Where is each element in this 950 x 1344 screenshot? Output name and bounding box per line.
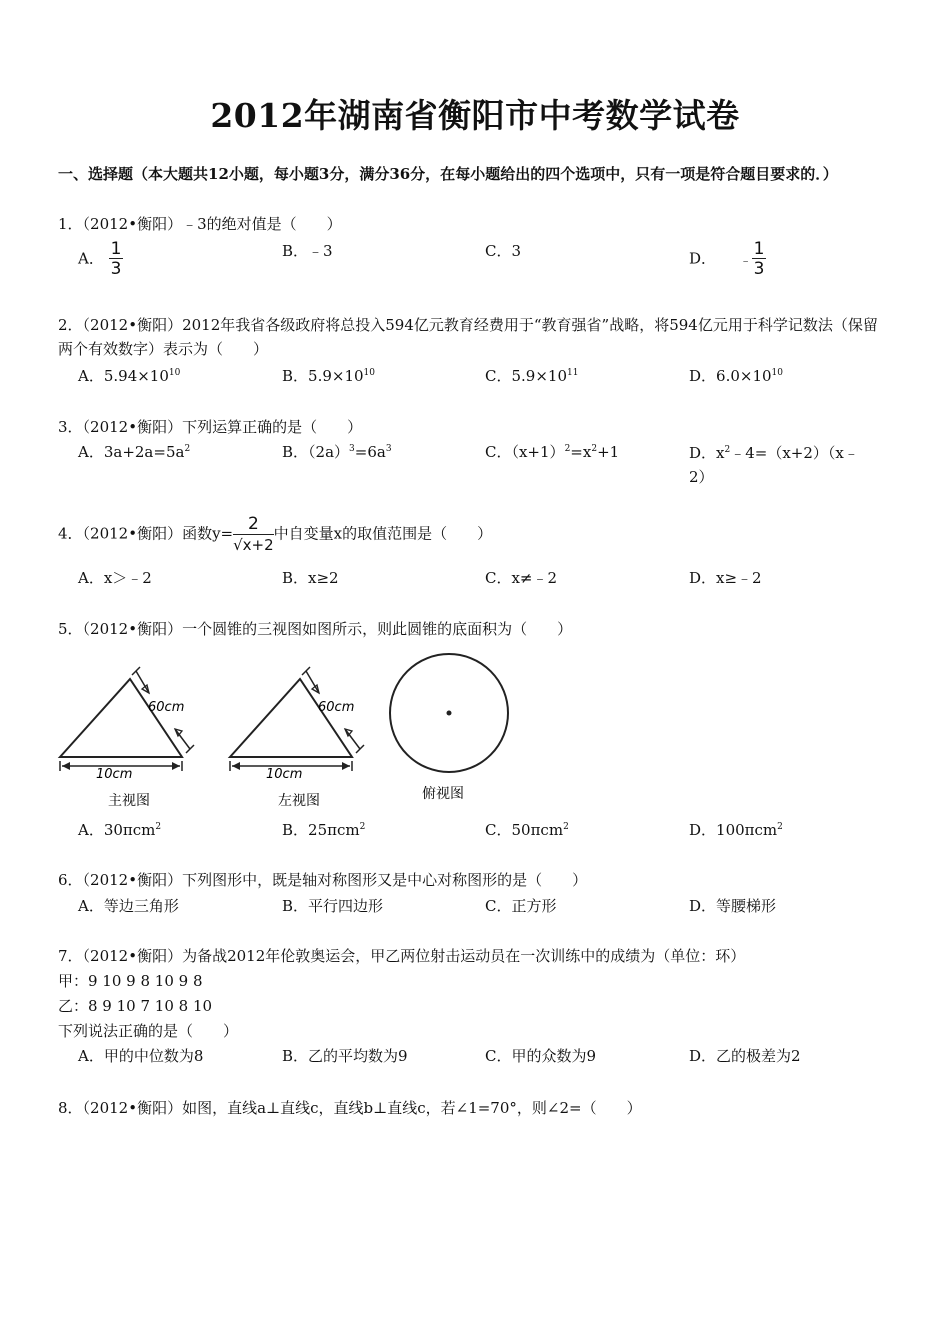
exponent: 10 xyxy=(363,368,375,378)
exponent: 2 xyxy=(563,822,569,832)
q3-option-d xyxy=(689,441,859,489)
q6-option-b: B．平行四边形 xyxy=(282,897,384,915)
exponent: 11 xyxy=(567,368,579,378)
cone-three-views-figure xyxy=(50,645,530,815)
q5-option-b xyxy=(282,819,365,840)
question-7-stem: 7．（2012•衡阳）为备战2012年伦敦奥运会，甲乙两位射击运动员在一次训练中的成绩为（单位：环） xyxy=(58,947,746,965)
option-text: B．（2a） xyxy=(282,443,350,461)
exponent: 10 xyxy=(771,368,783,378)
exponent: 2 xyxy=(155,822,162,832)
option-text: D．6.0×10 xyxy=(689,367,772,385)
exponent: 10 xyxy=(168,368,181,378)
q1-option-d-fraction xyxy=(752,240,767,279)
option-text: =x xyxy=(570,443,592,461)
q4-option-a: A．x＞﹣2 xyxy=(78,569,152,587)
q7-option-d: D．乙的极差为2 xyxy=(689,1047,801,1065)
question-8-stem: 8．（2012•衡阳）如图，直线a⊥直线c，直线b⊥直线c，若∠1=70°，则∠2=（ ） xyxy=(58,1099,642,1117)
q3-option-a xyxy=(78,441,190,462)
option-text: B．25πcm xyxy=(282,821,360,839)
left-base-label: 10cm xyxy=(266,767,303,782)
stem-text: 4．（2012•衡阳）函数y= xyxy=(58,524,234,543)
exponent: 2 xyxy=(184,444,191,454)
option-text: B．5.9×10 xyxy=(282,367,364,385)
q1-option-a xyxy=(78,240,123,279)
question-6-stem: 6．（2012•衡阳）下列图形中，既是轴对称图形又是中心对称图形的是（ ） xyxy=(58,871,588,889)
q2-option-d xyxy=(689,365,783,386)
front-view xyxy=(60,667,194,809)
top-view xyxy=(390,654,508,802)
left-view-caption: 左视图 xyxy=(278,793,320,809)
q5-option-c xyxy=(485,819,569,840)
q1-option-a-label: A． xyxy=(78,249,104,268)
option-text: A．5.94×10 xyxy=(78,367,169,385)
q1-option-a-fraction xyxy=(109,240,124,279)
q1-option-d-sign: ﹣ xyxy=(739,253,752,267)
q3-option-b xyxy=(282,441,392,462)
left-slant-label: 60cm xyxy=(318,700,355,715)
q7-scores-jia: 甲：9 10 9 8 10 9 8 xyxy=(58,972,203,990)
q1-option-c: C．3 xyxy=(485,242,522,260)
option-text: ﹣4=（x+2）（x﹣2） xyxy=(689,444,859,486)
left-view xyxy=(230,667,364,809)
exponent: 3 xyxy=(385,444,392,454)
question-1-stem: 1．（2012•衡阳）﹣3的绝对值是（ ） xyxy=(58,215,342,233)
question-5-stem: 5．（2012•衡阳）一个圆锥的三视图如图所示，则此圆锥的底面积为（ ） xyxy=(58,620,573,638)
fraction-denominator: 3 xyxy=(110,259,122,279)
question-3-stem: 3．（2012•衡阳）下列运算正确的是（ ） xyxy=(58,418,363,436)
q4-function-fraction xyxy=(233,514,274,555)
front-slant-label: 60cm xyxy=(148,700,185,715)
exponent: 2 xyxy=(359,822,366,832)
option-text: C．5.9×10 xyxy=(485,367,567,385)
exponent: 2 xyxy=(564,444,571,454)
section-heading: 一、选择题（本大题共12小题，每小题3分，满分36分，在每小题给出的四个选项中，只有一项是符合题目要求的．） xyxy=(58,165,838,183)
q5-option-d xyxy=(689,819,783,840)
option-text: A．3a+2a=5a xyxy=(78,443,185,461)
q7-option-a: A．甲的中位数为8 xyxy=(78,1047,204,1065)
fraction-numerator: 1 xyxy=(110,239,122,259)
q4-option-d: D．x≥﹣2 xyxy=(689,569,762,587)
q6-option-d: D．等腰梯形 xyxy=(689,897,777,915)
q2-option-c xyxy=(485,365,578,386)
option-text: +1 xyxy=(597,443,620,461)
question-2-stem: 2．（2012•衡阳）2012年我省各级政府将总投入594亿元教育经费用于“教育强省”战略，将594亿元用于科学记数法（保留两个有效数字）表示为（ ） xyxy=(58,316,878,358)
fraction-denominator: √x+2 xyxy=(233,536,274,554)
exponent: 2 xyxy=(591,444,598,454)
q2-option-b xyxy=(282,365,375,386)
option-text: A．30πcm xyxy=(78,821,156,839)
q7-option-b: B．乙的平均数为9 xyxy=(282,1047,408,1065)
q5-option-a xyxy=(78,819,161,840)
fraction-numerator: 2 xyxy=(233,514,274,535)
front-base-label: 10cm xyxy=(96,767,133,782)
option-text: D．x xyxy=(689,444,725,462)
stem-text: 中自变量x的取值范围是（ ） xyxy=(273,524,493,543)
page-title: 2012年湖南省衡阳市中考数学试卷 xyxy=(210,96,740,135)
q7-question-line: 下列说法正确的是（ ） xyxy=(58,1022,239,1040)
fraction-numerator: 1 xyxy=(753,239,765,259)
exponent: 2 xyxy=(724,445,731,455)
question-4-stem xyxy=(58,514,492,555)
exponent: 3 xyxy=(349,444,355,454)
fraction-denominator: 3 xyxy=(753,259,765,279)
q3-option-c xyxy=(485,441,619,462)
q7-option-c: C．甲的众数为9 xyxy=(485,1047,597,1065)
q4-option-c: C．x≠﹣2 xyxy=(485,569,558,587)
option-text: C．50πcm xyxy=(485,821,564,839)
top-view-caption: 俯视图 xyxy=(422,786,464,802)
q7-scores-yi: 乙：8 9 10 7 10 8 10 xyxy=(58,997,213,1015)
option-text: D．100πcm xyxy=(689,821,778,839)
front-view-caption: 主视图 xyxy=(108,793,150,809)
q2-option-a xyxy=(78,365,180,386)
option-text: =6a xyxy=(354,443,386,461)
q6-option-a: A．等边三角形 xyxy=(78,897,179,915)
q6-option-c: C．正方形 xyxy=(485,897,557,915)
exponent: 2 xyxy=(777,822,783,832)
q4-option-b: B．x≥2 xyxy=(282,569,339,587)
q1-option-b: B．﹣3 xyxy=(282,242,333,260)
option-text: C．（x+1） xyxy=(485,443,565,461)
q1-option-d-label: D． xyxy=(689,249,717,268)
q1-option-d xyxy=(689,240,766,279)
